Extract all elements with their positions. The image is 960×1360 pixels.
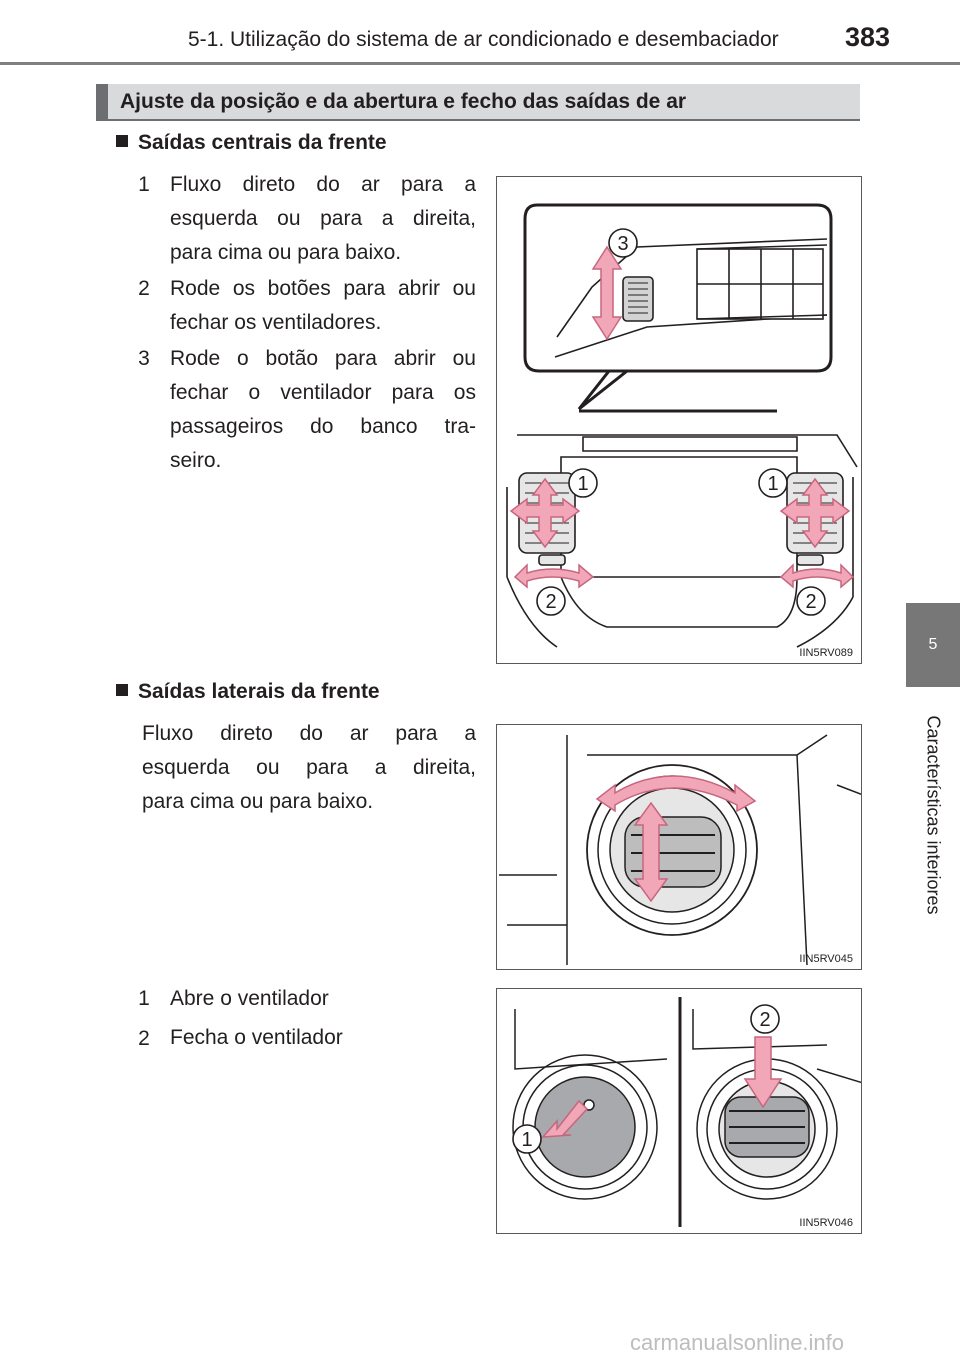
item-number: 2 xyxy=(138,277,150,300)
bullet-square-icon xyxy=(116,135,128,147)
bullet-square-icon xyxy=(116,684,128,696)
callout-label: 2 xyxy=(759,1009,771,1031)
callout-label: 1 xyxy=(521,1129,533,1151)
page-number: 383 xyxy=(845,22,891,52)
figure-code: IIN5RV089 xyxy=(799,647,853,659)
subsection-title-side: Saídas laterais da frente xyxy=(116,680,380,704)
callout-label: 2 xyxy=(545,591,557,613)
callout-label: 1 xyxy=(577,473,589,495)
banner-rule xyxy=(96,119,860,121)
item-text: Rode o botão para abrir ou fechar o ventilador para os passageiros do banco tra- seiro. xyxy=(170,347,476,472)
figure-side-vent xyxy=(496,724,862,970)
subsection-title-central: Saídas centrais da frente xyxy=(116,131,387,155)
figure-central-vents xyxy=(496,176,862,664)
item-number: 1 xyxy=(138,173,150,196)
chapter-label-text: Características interiores xyxy=(923,715,944,915)
figure-code: IIN5RV046 xyxy=(799,1217,853,1229)
item-number: 1 xyxy=(138,987,150,1010)
item-text: Abre o ventilador xyxy=(170,987,329,1010)
running-header: 5-1. Utilização do sistema de ar condicionado e desembaciador xyxy=(188,28,779,51)
watermark: carmanualsonline.info xyxy=(630,1330,845,1355)
callout-label: 1 xyxy=(767,473,779,495)
item-text: Fluxo direto do ar para a esquerda ou para a direita, para cima ou para baixo. xyxy=(170,173,476,264)
open-close-vent-illustration xyxy=(497,989,862,1234)
side-vent-illustration xyxy=(497,725,862,970)
central-vents-illustration xyxy=(497,177,862,664)
section-banner xyxy=(96,84,860,120)
section-text: Fluxo direto do ar para a esquerda ou para a direita, para cima ou para baixo. xyxy=(142,722,476,813)
header-rule xyxy=(0,62,960,65)
figure-open-close-vent xyxy=(496,988,862,1234)
chapter-tab: 5 xyxy=(906,603,960,687)
callout-label: 2 xyxy=(805,591,817,613)
figure-code: IIN5RV045 xyxy=(799,953,853,965)
item-number: 3 xyxy=(138,347,150,370)
item-text: Rode os botões para abrir ou fechar os ventiladores. xyxy=(170,277,476,334)
item-text: Fecha o ventilador xyxy=(170,1026,343,1049)
banner-title: Ajuste da posição e da abertura e fecho das saídas de ar xyxy=(120,90,687,113)
callout-label: 3 xyxy=(617,233,629,255)
item-number: 2 xyxy=(138,1027,150,1050)
chapter-label xyxy=(906,700,960,930)
